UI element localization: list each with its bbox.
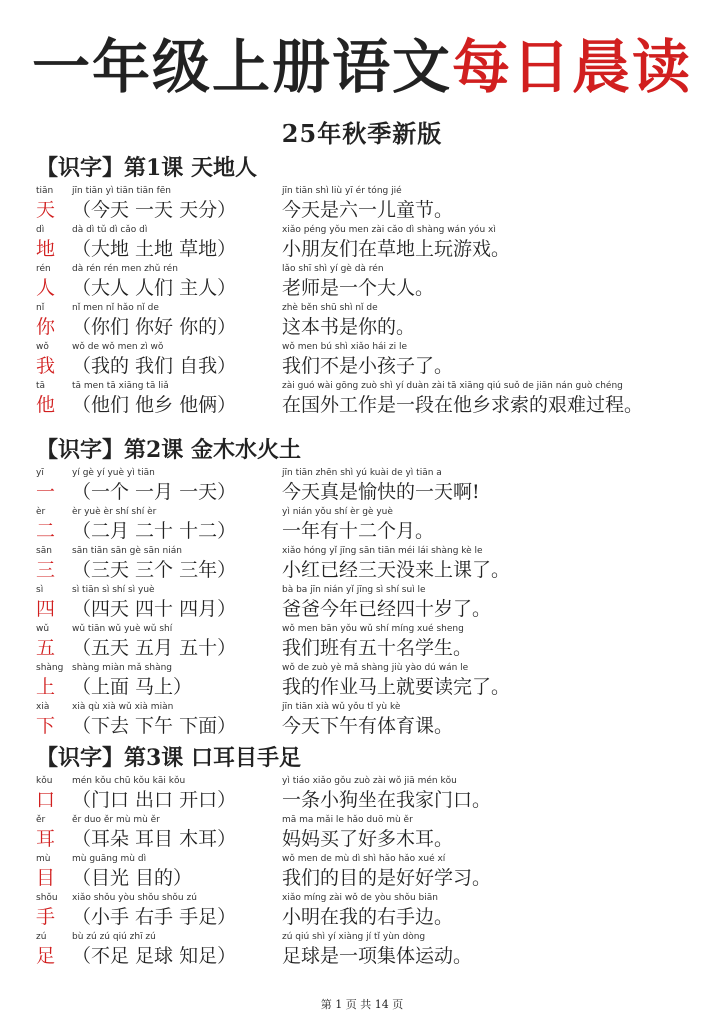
character: 五 bbox=[36, 637, 56, 659]
lesson-section bbox=[36, 740, 696, 971]
example-sentence: 我的作业马上就要读完了。 bbox=[282, 676, 511, 698]
word-group: （门口 出口 开口） bbox=[72, 789, 237, 811]
character-pinyin: dì bbox=[36, 225, 45, 235]
word-group-pinyin: ěr duo ěr mù mù ěr bbox=[72, 815, 160, 825]
example-sentence-pinyin: yì tiáo xiǎo gǒu zuò zài wǒ jiā mén kǒu bbox=[282, 776, 457, 786]
example-sentence: 爸爸今年已经四十岁了。 bbox=[282, 598, 492, 620]
character-row bbox=[36, 776, 696, 815]
word-group-pinyin: wǔ tiān wǔ yuè wǔ shí bbox=[72, 624, 173, 634]
example-sentence-pinyin: wǒ men bān yǒu wǔ shí míng xué sheng bbox=[282, 624, 464, 634]
character: 目 bbox=[36, 867, 56, 889]
character-row bbox=[36, 702, 696, 741]
character-pinyin: xià bbox=[36, 702, 50, 712]
character-pinyin: shàng bbox=[36, 663, 64, 673]
word-group-pinyin: sì tiān sì shí sì yuè bbox=[72, 585, 155, 595]
lesson-title: 【识字】第3课 口耳目手足 bbox=[36, 745, 301, 771]
example-sentence: 足球是一项集体运动。 bbox=[282, 945, 473, 967]
word-group-pinyin: mù guāng mù dì bbox=[72, 854, 147, 864]
example-sentence: 小朋友们在草地上玩游戏。 bbox=[282, 238, 511, 260]
word-group: （大地 土地 草地） bbox=[72, 238, 237, 260]
lesson-section bbox=[36, 150, 696, 420]
word-group-pinyin: xià qù xià wǔ xià miàn bbox=[72, 702, 174, 712]
character: 足 bbox=[36, 945, 56, 967]
example-sentence-pinyin: yì nián yǒu shí èr gè yuè bbox=[282, 507, 393, 517]
character-row bbox=[36, 663, 696, 702]
example-sentence-pinyin: wǒ men de mù dì shì hǎo hǎo xué xí bbox=[282, 854, 446, 864]
example-sentence-pinyin: lǎo shī shì yí gè dà rén bbox=[282, 264, 384, 274]
word-group: （一个 一月 一天） bbox=[72, 481, 237, 503]
character-pinyin: zú bbox=[36, 932, 47, 942]
character: 一 bbox=[36, 481, 56, 503]
character-pinyin: rén bbox=[36, 264, 51, 274]
example-sentence: 今天真是愉快的一天啊! bbox=[282, 481, 480, 503]
example-sentence-pinyin: xiǎo hóng yǐ jīng sān tiān méi lái shàng kè le bbox=[282, 546, 483, 556]
character: 下 bbox=[36, 715, 56, 737]
example-sentence-pinyin: bà ba jīn nián yǐ jīng sì shí suì le bbox=[282, 585, 426, 595]
character-row bbox=[36, 932, 696, 971]
character-row bbox=[36, 546, 696, 585]
character-pinyin: wǒ bbox=[36, 342, 49, 352]
word-group: （我的 我们 自我） bbox=[72, 355, 237, 377]
example-sentence-pinyin: jīn tiān shì liù yī ér tóng jié bbox=[282, 186, 402, 196]
character-pinyin: mù bbox=[36, 854, 51, 864]
character-pinyin: sān bbox=[36, 546, 52, 556]
word-group: （三天 三个 三年） bbox=[72, 559, 237, 581]
character-pinyin: yī bbox=[36, 468, 44, 478]
example-sentence: 在国外工作是一段在他乡求索的艰难过程。 bbox=[282, 394, 644, 416]
character: 二 bbox=[36, 520, 56, 542]
character: 我 bbox=[36, 355, 56, 377]
title-main: 一年级上册语文 bbox=[31, 33, 452, 101]
word-group: （今天 一天 天分） bbox=[72, 199, 237, 221]
character-pinyin: wǔ bbox=[36, 624, 50, 634]
word-group-pinyin: dà dì tǔ dì cǎo dì bbox=[72, 225, 148, 235]
example-sentence-pinyin: wǒ men bú shì xiǎo hái zi le bbox=[282, 342, 408, 352]
word-group: （耳朵 耳目 木耳） bbox=[72, 828, 237, 850]
word-group: （大人 人们 主人） bbox=[72, 277, 237, 299]
character-pinyin: tā bbox=[36, 381, 46, 391]
example-sentence: 一条小狗坐在我家门口。 bbox=[282, 789, 492, 811]
example-sentence-pinyin: wǒ de zuò yè mǎ shàng jiù yào dú wán le bbox=[282, 663, 469, 673]
character-pinyin: shǒu bbox=[36, 893, 58, 903]
word-group-pinyin: yí gè yí yuè yì tiān bbox=[72, 468, 155, 478]
example-sentence: 今天是六一儿童节。 bbox=[282, 199, 454, 221]
character-row bbox=[36, 468, 696, 507]
word-group-pinyin: wǒ de wǒ men zì wǒ bbox=[72, 342, 164, 352]
example-sentence-pinyin: zài guó wài gōng zuò shì yí duàn zài tā xiāng qiú suǒ de jiān nán guò chéng bbox=[282, 381, 623, 391]
character: 手 bbox=[36, 906, 56, 928]
example-sentence-pinyin: xiǎo míng zài wǒ de yòu shǒu biān bbox=[282, 893, 438, 903]
character-row bbox=[36, 507, 696, 546]
page-title bbox=[0, 33, 724, 101]
word-group-pinyin: èr yuè èr shí shí èr bbox=[72, 507, 157, 517]
character-row bbox=[36, 303, 696, 342]
example-sentence: 小明在我的右手边。 bbox=[282, 906, 454, 928]
example-sentence: 老师是一个大人。 bbox=[282, 277, 435, 299]
character-row bbox=[36, 264, 696, 303]
example-sentence: 我们不是小孩子了。 bbox=[282, 355, 454, 377]
character: 四 bbox=[36, 598, 56, 620]
lesson-title: 【识字】第1课 天地人 bbox=[36, 155, 257, 181]
character: 天 bbox=[36, 199, 56, 221]
character-pinyin: sì bbox=[36, 585, 44, 595]
character: 上 bbox=[36, 676, 56, 698]
example-sentence-pinyin: mā ma mǎi le hǎo duō mù ěr bbox=[282, 815, 413, 825]
example-sentence: 小红已经三天没来上课了。 bbox=[282, 559, 511, 581]
word-group-pinyin: mén kǒu chū kǒu kāi kǒu bbox=[72, 776, 186, 786]
word-group: （五天 五月 五十） bbox=[72, 637, 237, 659]
character-pinyin: kǒu bbox=[36, 776, 53, 786]
word-group-pinyin: bù zú zú qiú zhī zú bbox=[72, 932, 156, 942]
character-row bbox=[36, 585, 696, 624]
character-pinyin: èr bbox=[36, 507, 46, 517]
word-group: （下去 下午 下面） bbox=[72, 715, 237, 737]
word-group: （小手 右手 手足） bbox=[72, 906, 237, 928]
character: 他 bbox=[36, 394, 56, 416]
character-row bbox=[36, 815, 696, 854]
character: 地 bbox=[36, 238, 56, 260]
character-row bbox=[36, 854, 696, 893]
title-accent: 每日晨读 bbox=[452, 33, 693, 101]
lesson-title: 【识字】第2课 金木水火土 bbox=[36, 437, 301, 463]
character-row bbox=[36, 186, 696, 225]
character-pinyin: nǐ bbox=[36, 303, 45, 313]
page-subtitle: 25年秋季新版 bbox=[281, 119, 443, 148]
character-pinyin: ěr bbox=[36, 815, 46, 825]
character-row bbox=[36, 225, 696, 264]
word-group-pinyin: sān tiān sān gè sān nián bbox=[72, 546, 182, 556]
example-sentence-pinyin: zú qiú shì yí xiàng jí tǐ yùn dòng bbox=[282, 932, 426, 942]
page-footer: 第 1 页 共 14 页 bbox=[320, 998, 404, 1011]
character: 耳 bbox=[36, 828, 56, 850]
example-sentence: 今天下午有体育课。 bbox=[282, 715, 454, 737]
character-row bbox=[36, 624, 696, 663]
example-sentence: 这本书是你的。 bbox=[282, 316, 416, 338]
example-sentence: 一年有十二个月。 bbox=[282, 520, 435, 542]
word-group-pinyin: shàng miàn mǎ shàng bbox=[72, 663, 173, 673]
example-sentence: 我们班有五十名学生。 bbox=[282, 637, 473, 659]
word-group: （你们 你好 你的） bbox=[72, 316, 237, 338]
character-row bbox=[36, 893, 696, 932]
word-group: （不足 足球 知足） bbox=[72, 945, 237, 967]
character-pinyin: tiān bbox=[36, 186, 54, 196]
character: 口 bbox=[36, 789, 56, 811]
character: 你 bbox=[36, 316, 56, 338]
word-group: （二月 二十 十二） bbox=[72, 520, 237, 542]
example-sentence-pinyin: jīn tiān xià wǔ yǒu tǐ yù kè bbox=[282, 702, 401, 712]
word-group-pinyin: tā men tā xiāng tā liǎ bbox=[72, 381, 169, 391]
word-group: （四天 四十 四月） bbox=[72, 598, 237, 620]
word-group: （他们 他乡 他俩） bbox=[72, 394, 237, 416]
word-group-pinyin: jīn tiān yì tiān tiān fēn bbox=[72, 186, 171, 196]
word-group-pinyin: nǐ men nǐ hǎo nǐ de bbox=[72, 303, 159, 313]
character-row bbox=[36, 342, 696, 381]
example-sentence: 我们的目的是好好学习。 bbox=[282, 867, 492, 889]
example-sentence-pinyin: xiǎo péng yǒu men zài cǎo dì shàng wán yóu xì bbox=[282, 225, 496, 235]
example-sentence-pinyin: zhè běn shū shì nǐ de bbox=[282, 303, 378, 313]
word-group: （上面 马上） bbox=[72, 676, 193, 698]
character: 三 bbox=[36, 559, 56, 581]
word-group-pinyin: dà rén rén men zhǔ rén bbox=[72, 264, 178, 274]
word-group-pinyin: xiǎo shǒu yòu shǒu shǒu zú bbox=[72, 893, 197, 903]
example-sentence-pinyin: jīn tiān zhēn shì yú kuài de yì tiān a bbox=[282, 468, 442, 478]
word-group: （目光 目的） bbox=[72, 867, 193, 889]
lesson-section bbox=[36, 432, 696, 741]
character: 人 bbox=[36, 277, 56, 299]
character-row bbox=[36, 381, 696, 420]
example-sentence: 妈妈买了好多木耳。 bbox=[282, 828, 454, 850]
